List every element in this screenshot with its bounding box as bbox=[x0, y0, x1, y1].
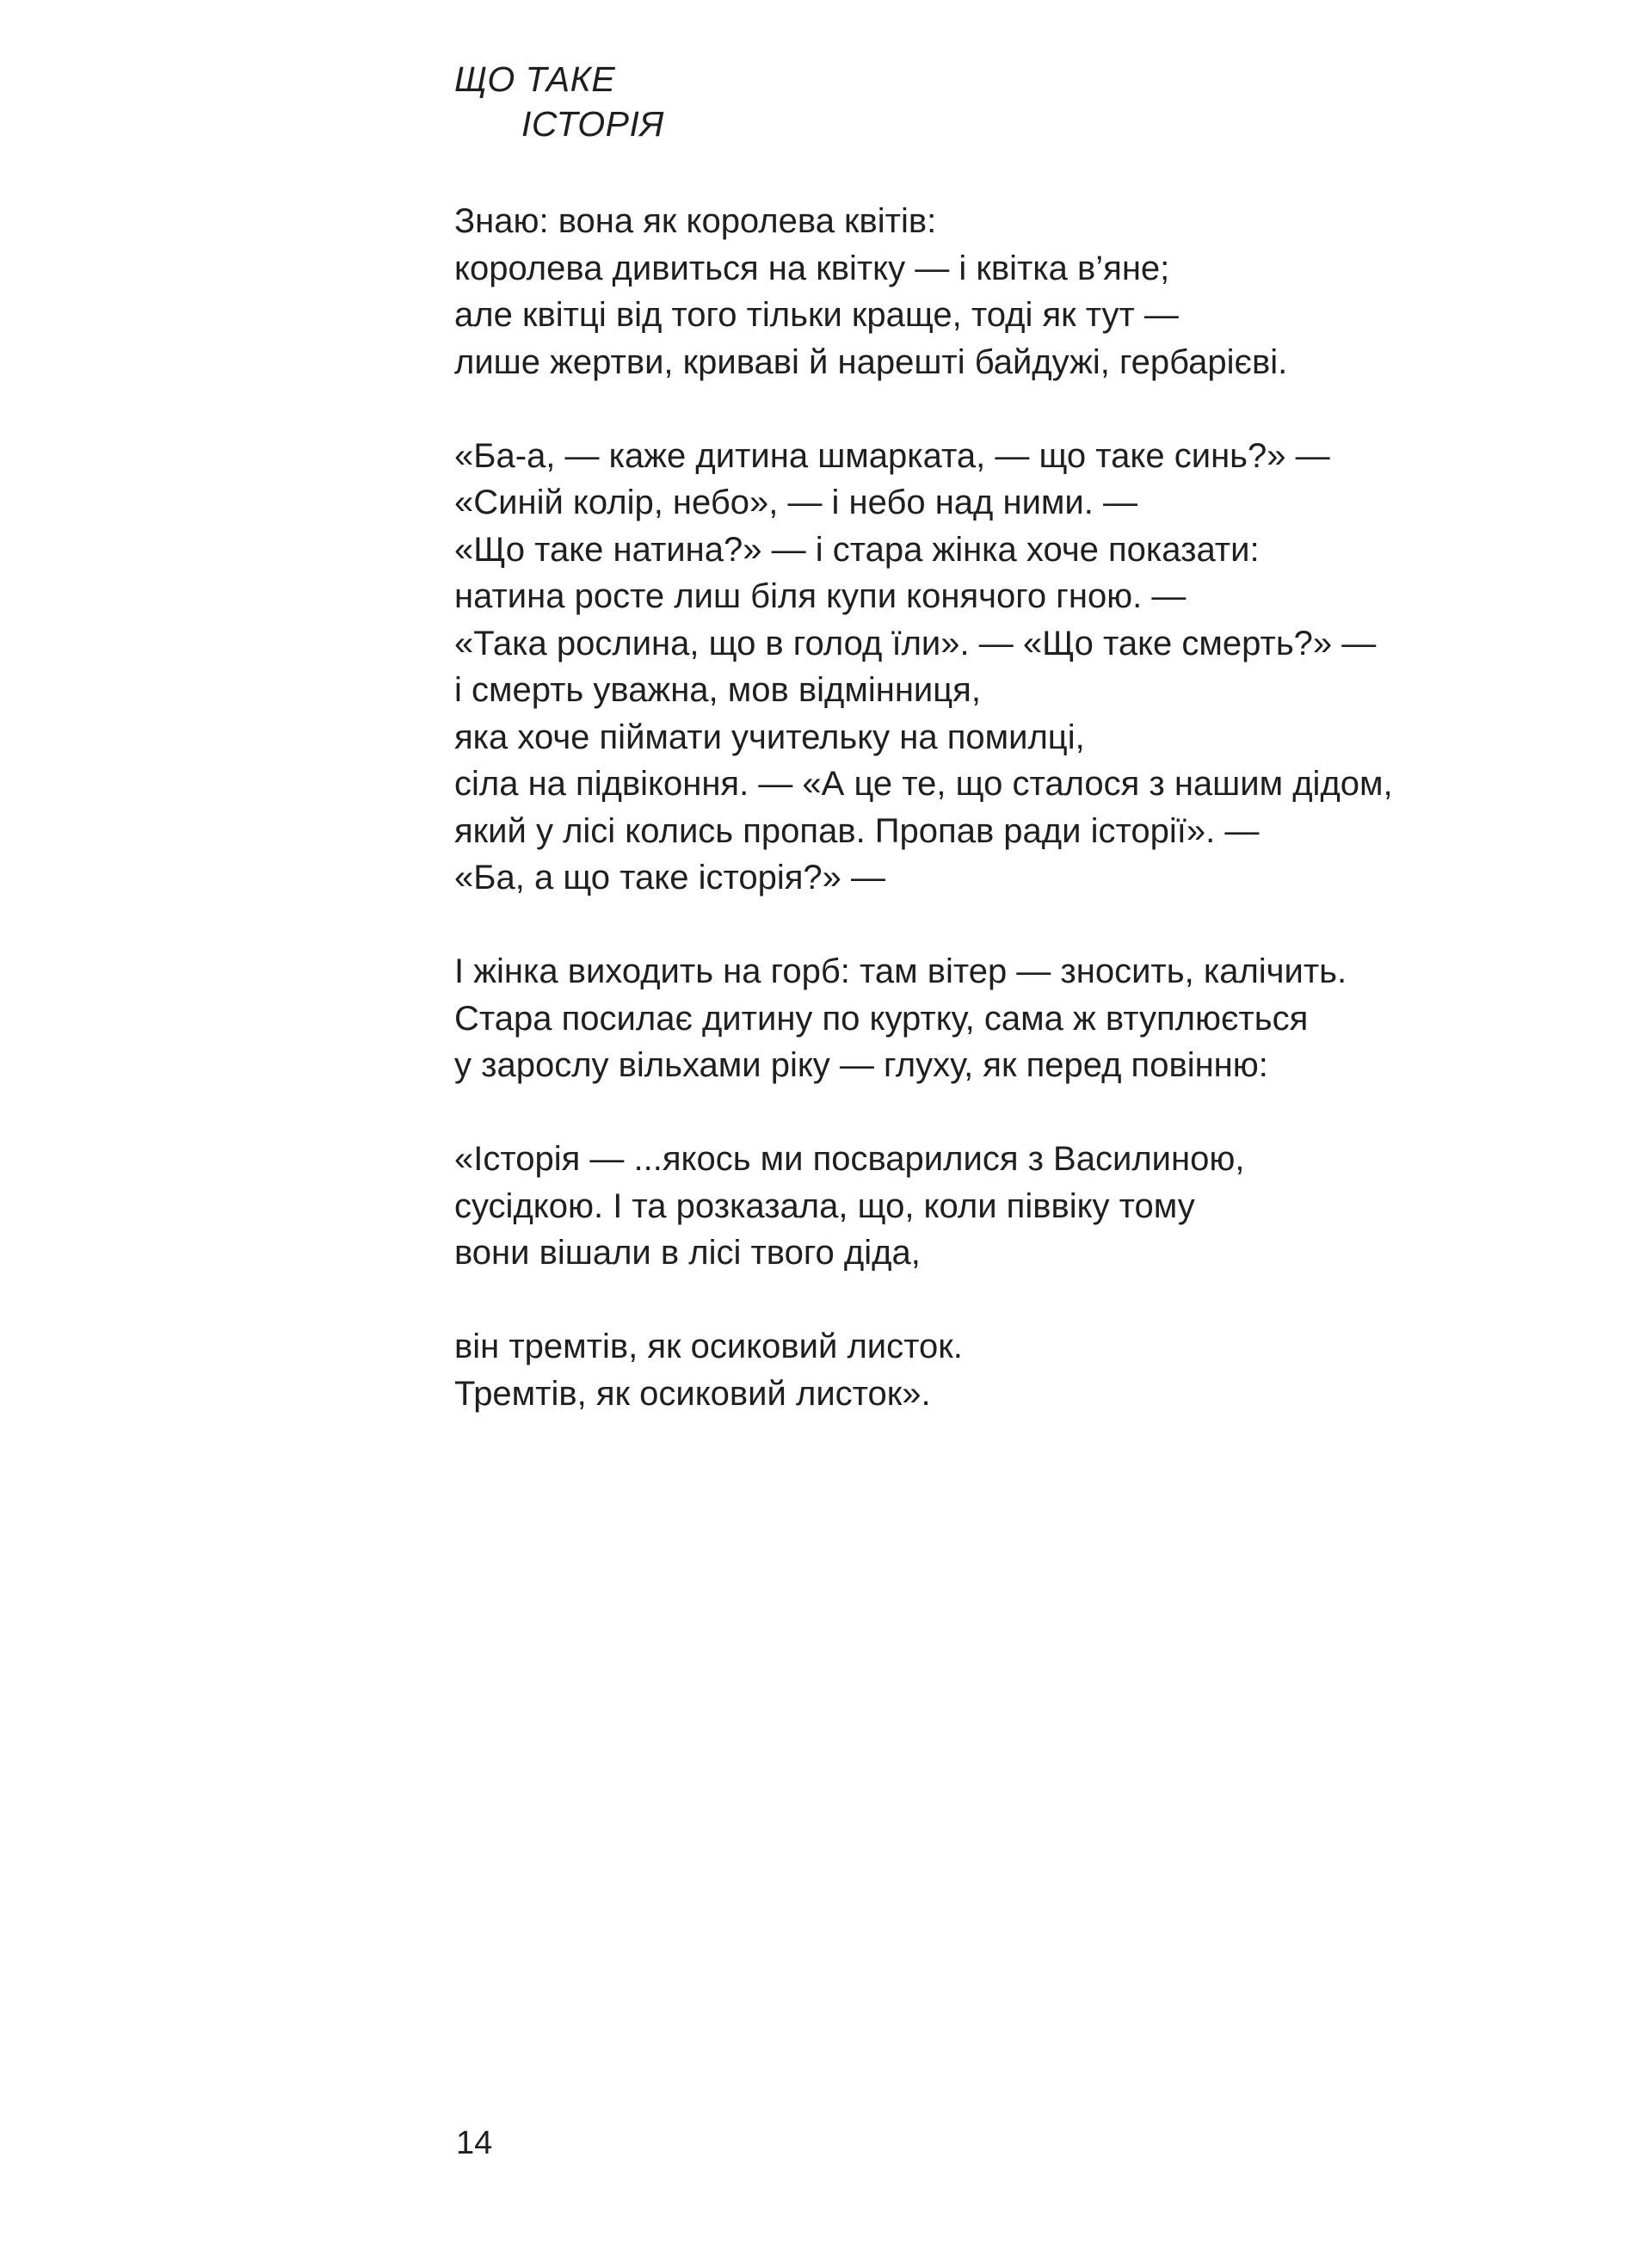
verse-line: «Історія — ...якось ми посварилися з Василиною, bbox=[454, 1140, 1245, 1178]
verse-line: І жінка виходить на горб: там вітер — зносить, калічить. bbox=[454, 952, 1347, 990]
verse-line: сіла на підвіконня. — «А це те, що сталося з нашим дідом, bbox=[454, 765, 1393, 803]
stanza bbox=[454, 948, 1538, 1089]
verse-line: сусідкою. І та розказала, що, коли піввіку тому bbox=[454, 1186, 1195, 1225]
verse-line: лише жертви, криваві й нарешті байдужі, гербарієві. bbox=[454, 342, 1288, 381]
verse-line: «Що таке натина?» — і стара жінка хоче показати: bbox=[454, 530, 1260, 569]
page-number: 14 bbox=[456, 2125, 493, 2161]
verse-line: він тремтів, як осиковий листок. bbox=[454, 1328, 963, 1365]
verse-line: який у лісі колись пропав. Пропав ради історії». — bbox=[454, 811, 1260, 850]
verse-line: але квітці від того тільки краще, тоді як тут — bbox=[454, 296, 1179, 334]
verse-line: яка хоче піймати учительку на помилці, bbox=[454, 718, 1085, 756]
stanza bbox=[454, 1323, 1538, 1417]
stanza bbox=[454, 198, 1538, 385]
verse-line: королева дивиться на квітку — і квітка в’яне; bbox=[454, 249, 1170, 287]
poem-title bbox=[454, 57, 664, 146]
verse-line: Стара посилає дитину по куртку, сама ж втуплюється bbox=[454, 999, 1309, 1038]
poem-title-line-2: ІСТОРІЯ bbox=[521, 104, 664, 144]
verse-line: «Така рослина, що в голод їли». — «Що таке смерть?» — bbox=[454, 624, 1377, 662]
verse-line: «Ба, а що таке історія?» — bbox=[454, 859, 885, 897]
verse-line: «Синій колір, небо», — і небо над ними. — bbox=[454, 484, 1138, 521]
verse-line: і смерть уважна, мов відмінниця, bbox=[454, 671, 981, 709]
verse-line: натина росте лиш біля купи конячого гною. — bbox=[454, 577, 1187, 615]
poem-title-line-1: ЩО ТАКЕ bbox=[454, 59, 616, 99]
poem-body bbox=[454, 198, 1538, 1464]
verse-line: вони вішали в лісі твого діда, bbox=[454, 1234, 921, 1272]
verse-line: Тремтів, як осиковий листок». bbox=[454, 1374, 931, 1413]
stanza bbox=[454, 1136, 1538, 1277]
verse-line: «Ба-а, — каже дитина шмарката, — що таке синь?» — bbox=[454, 436, 1330, 475]
verse-line: Знаю: вона як королева квітів: bbox=[454, 202, 937, 240]
stanza bbox=[454, 433, 1538, 902]
verse-line: у зарослу вільхами ріку — глуху, як перед повінню: bbox=[454, 1046, 1268, 1084]
